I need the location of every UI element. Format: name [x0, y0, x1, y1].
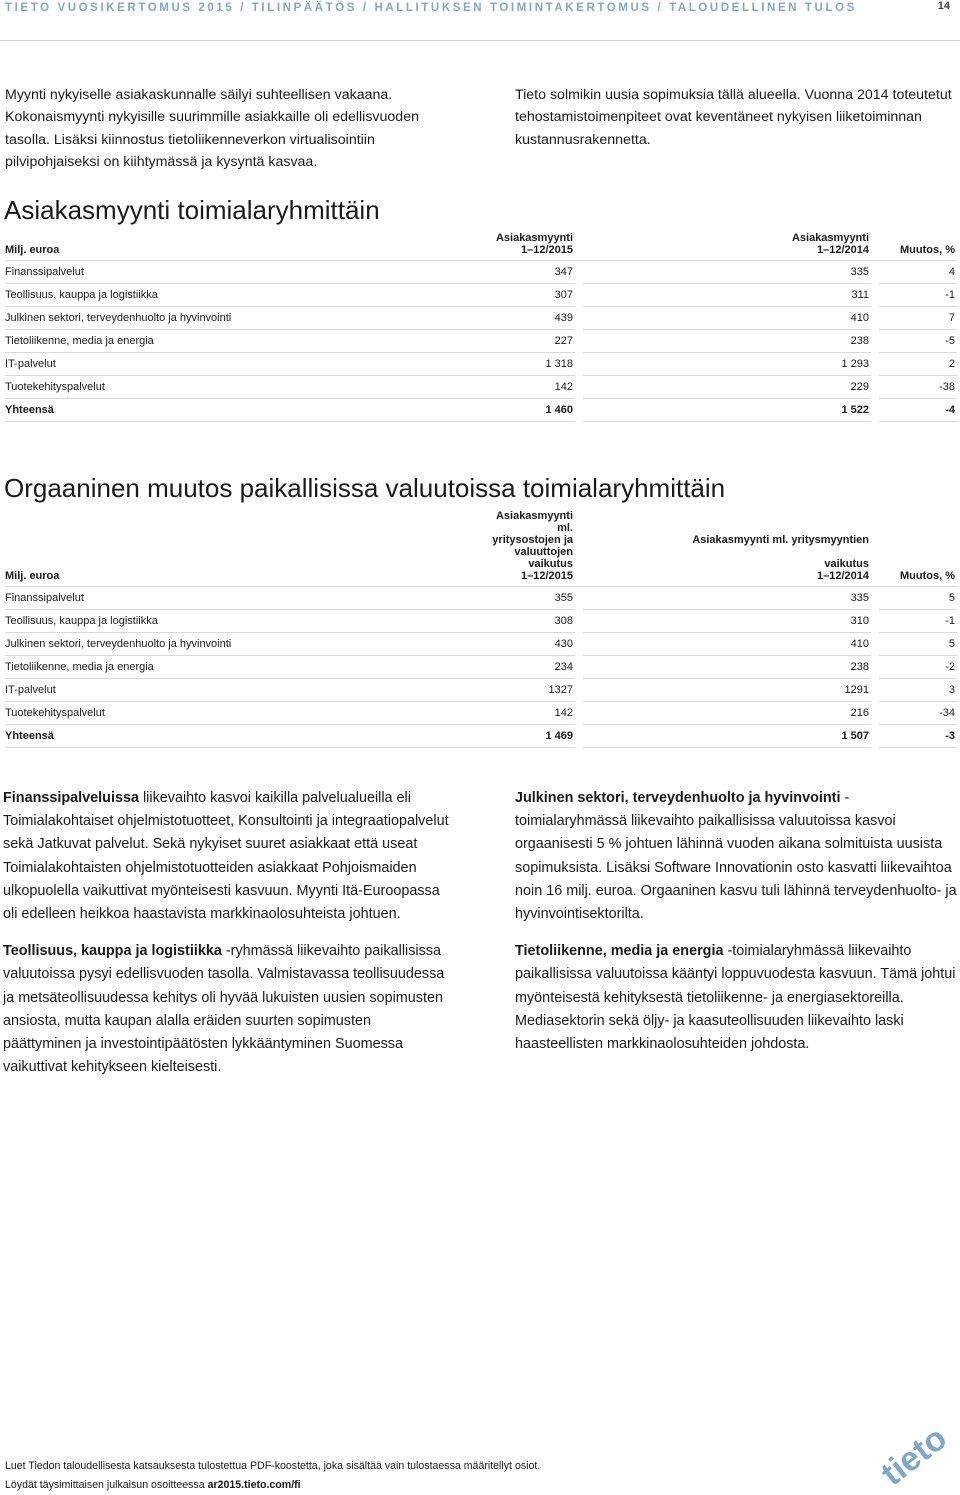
change-percent: -1 [879, 610, 957, 633]
spacer-cell [575, 587, 583, 610]
spacer-cell [575, 261, 583, 284]
change-percent: 5 [879, 633, 957, 656]
value-2014: 1 522 [583, 399, 871, 422]
spacer-cell [575, 702, 583, 725]
spacer-cell [871, 702, 879, 725]
table2-title: Orgaaninen muutos paikallisissa valuutoissa toimialaryhmittäin [4, 473, 726, 503]
change-percent: 4 [879, 261, 957, 284]
value-2014: 229 [583, 376, 871, 399]
value-2014: 410 [583, 307, 871, 330]
table2-col3-header: Muutos, % [879, 570, 957, 587]
row-label: Finanssipalvelut [5, 261, 487, 284]
row-label: Yhteensä [5, 399, 487, 422]
body-right-column [515, 787, 959, 1070]
table2-total-row [5, 725, 957, 748]
table1-unit: Milj. euroa [5, 244, 487, 261]
spacer-cell [871, 330, 879, 353]
value-2014: 1 507 [583, 725, 871, 748]
footer-note: Luet Tiedon taloudellisesta katsauksesta tulostettua PDF-koostetta, joka sisältää vain tulostaessa määritellyt osiot. [5, 1460, 541, 1472]
change-percent: -5 [879, 330, 957, 353]
value-2015: 142 [487, 702, 575, 725]
value-2015: 347 [487, 261, 575, 284]
row-label: Teollisuus, kauppa ja logistiikka [5, 610, 487, 633]
row-label: Tuotekehityspalvelut [5, 702, 487, 725]
value-2015: 308 [487, 610, 575, 633]
value-2014: 1 293 [583, 353, 871, 376]
row-label: IT-palvelut [5, 679, 487, 702]
table1-row [5, 284, 957, 307]
value-2014: 410 [583, 633, 871, 656]
value-2014: 216 [583, 702, 871, 725]
change-percent: -34 [879, 702, 957, 725]
table2-row [5, 679, 957, 702]
table2-row [5, 656, 957, 679]
table2-col2-header-line2: vaikutus [824, 558, 869, 570]
table1-col2-header-line1: Asiakasmyynti [791, 232, 869, 244]
change-percent: -38 [879, 376, 957, 399]
tieto-logo-icon [870, 1405, 960, 1493]
page-number: 14 [937, 0, 950, 12]
intro-right-paragraph: Tieto solmikin uusia sopimuksia tällä alueella. Vuonna 2014 toteutetut tehostamistoimenpiteet ovat keventäneet nykyisen liiketoiminnan kustannusrakennetta. [515, 87, 952, 148]
row-label: Finanssipalvelut [5, 587, 487, 610]
row-label: Julkinen sektori, terveydenhuolto ja hyvinvointi [5, 633, 487, 656]
table2-row [5, 610, 957, 633]
spacer-cell [871, 725, 879, 748]
value-2015: 439 [487, 307, 575, 330]
table2-col2-header-period: 1–12/2014 [583, 570, 871, 587]
publication-link[interactable]: ar2015.tieto.com/fi [207, 1479, 301, 1491]
table1-row [5, 307, 957, 330]
table1-col1-header-period: 1–12/2015 [487, 244, 575, 261]
value-2015: 1 469 [487, 725, 575, 748]
value-2015: 1 318 [487, 353, 575, 376]
table1-col2-header-period: 1–12/2014 [583, 244, 871, 261]
table2 [5, 510, 957, 748]
value-2015: 227 [487, 330, 575, 353]
row-label: Tuotekehityspalvelut [5, 376, 487, 399]
value-2014: 311 [583, 284, 871, 307]
svg-text:tieto: tieto [874, 1419, 955, 1493]
value-2015: 307 [487, 284, 575, 307]
change-percent: -3 [879, 725, 957, 748]
spacer-cell [575, 633, 583, 656]
row-label: Teollisuus, kauppa ja logistiikka [5, 284, 487, 307]
paragraph-tietoliikenne: Tietoliikenne, media ja energia -toimialaryhmässä liikevaihto paikallisissa valuutoissa kääntyi loppuvuodesta kasvuun. Tämä johtui myönteisestä kehityksestä tietoliikenne- ja energiasektoreilla. Mediasektorin sekä öljy- ja kaasuteollisuuden liikevaihto laski haasteellisten markkinaolosuhteiden johdosta. [515, 943, 956, 1053]
spacer-cell [575, 399, 583, 422]
body-left-column [3, 787, 453, 1093]
value-2015: 1 460 [487, 399, 575, 422]
change-percent: 7 [879, 307, 957, 330]
table1-row [5, 330, 957, 353]
table2-row [5, 702, 957, 725]
value-2014: 335 [583, 261, 871, 284]
spacer-cell [871, 261, 879, 284]
spacer-cell [575, 307, 583, 330]
spacer-cell [575, 725, 583, 748]
spacer-cell [575, 656, 583, 679]
spacer-cell [575, 376, 583, 399]
row-label: Tietoliikenne, media ja energia [5, 656, 487, 679]
value-2015: 234 [487, 656, 575, 679]
table2-unit: Milj. euroa [5, 570, 487, 587]
row-label: Tietoliikenne, media ja energia [5, 330, 487, 353]
spacer-cell [871, 284, 879, 307]
table2-col1-header-period: 1–12/2015 [487, 570, 575, 587]
row-label: IT-palvelut [5, 353, 487, 376]
intro-left-paragraph: Myynti nykyiselle asiakaskunnalle säilyi suhteellisen vakaana. Kokonaismyynti nykyisille suurimmille asiakkaille oli edellisvuoden tasolla. Lisäksi kiinnostus tietoliikenneverkon virtualisointiin pilvipohjaiseksi on kiihtymässä ja kysyntä kasvaa. [5, 87, 419, 171]
change-percent: -4 [879, 399, 957, 422]
spacer-cell [575, 679, 583, 702]
table1-row [5, 376, 957, 399]
spacer-cell [575, 610, 583, 633]
page-header [0, 0, 960, 41]
table2-row [5, 633, 957, 656]
spacer-cell [871, 376, 879, 399]
paragraph-finanssipalvelut: Finanssipalveluissa liikevaihto kasvoi kaikilla palvelualueilla eli Toimialakohtaiset ohjelmistotuotteet, Konsultointi ja integraatiopalvelut sekä Jatkuvat palvelut. Sekä nykyiset suuret asiakkaat että useat Toimialakohtaisten ohjelmistotuotteiden asiakkaat Pohjoismaiden ulkopuolella vaikuttivat myönteisesti kasvuun. Myynti Itä-Euroopassa oli edelleen heikkoa haastavista markkinaolosuhteista johtuen. [3, 790, 449, 923]
spacer-cell [871, 307, 879, 330]
change-percent: -1 [879, 284, 957, 307]
spacer-cell [575, 330, 583, 353]
table2-row [5, 587, 957, 610]
table1-title: Asiakasmyynti toimialaryhmittäin [4, 195, 380, 225]
value-2015: 1327 [487, 679, 575, 702]
table1-row [5, 261, 957, 284]
spacer-cell [871, 399, 879, 422]
value-2015: 430 [487, 633, 575, 656]
table2-col2-header-line1: Asiakasmyynti ml. yritysmyyntien [692, 534, 870, 546]
value-2014: 335 [583, 587, 871, 610]
change-percent: 2 [879, 353, 957, 376]
paragraph-teollisuus: Teollisuus, kauppa ja logistiikka -ryhmässä liikevaihto paikallisissa valuutoissa pysyi edellisvuoden tasolla. Valmistavassa teollisuudessa ja metsäteollisuudessa kehitys oli hyvää lukuisten uusien sopimusten ansiosta, mutta kaupan alalla eräiden suurten sopimusten päättyminen ja investointipäätösten lykkääntyminen Suomessa vaikuttivat kehitykseen kielteisesti. [3, 943, 445, 1076]
table1-total-row [5, 399, 957, 422]
value-2014: 310 [583, 610, 871, 633]
value-2015: 355 [487, 587, 575, 610]
paragraph-julkinen-sektori: Julkinen sektori, terveydenhuolto ja hyvinvointi - toimialaryhmässä liikevaihto paikallisissa valuutoissa kasvoi orgaanisesti 5 % johtuen lähinnä vuoden aikana solmituista uusista sopimuksista. Lisäksi Software Innovationin osto kasvatti liikevaihtoa noin 16 milj. euroa. Orgaaninen kasvu tuli lähinnä terveydenhuolto- ja hyvinvointisektorilta. [515, 790, 957, 923]
value-2014: 238 [583, 656, 871, 679]
table2-col1-header-line2: valuuttojen vaikutus [514, 546, 573, 570]
spacer-cell [871, 656, 879, 679]
row-label: Julkinen sektori, terveydenhuolto ja hyvinvointi [5, 307, 487, 330]
spacer-cell [575, 284, 583, 307]
change-percent: -2 [879, 656, 957, 679]
row-label: Yhteensä [5, 725, 487, 748]
spacer-cell [871, 679, 879, 702]
spacer-cell [871, 587, 879, 610]
table1-col1-header-line1: Asiakasmyynti [495, 232, 573, 244]
value-2015: 142 [487, 376, 575, 399]
spacer-cell [871, 633, 879, 656]
table1 [5, 232, 957, 422]
change-percent: 3 [879, 679, 957, 702]
value-2014: 238 [583, 330, 871, 353]
page-footer [5, 1457, 540, 1495]
spacer-cell [871, 610, 879, 633]
spacer-cell [575, 353, 583, 376]
spacer-cell [871, 353, 879, 376]
value-2014: 1291 [583, 679, 871, 702]
table1-row [5, 353, 957, 376]
footer-link-line: Löydät täysimittaisen julkaisun osoitteessa ar2015.tieto.com/fi [5, 1479, 301, 1491]
table2-col1-header-line1: Asiakasmyynti ml. yritysostojen ja [492, 510, 573, 546]
breadcrumb: TIETO VUOSIKERTOMUS 2015 / TILINPÄÄTÖS / HALLITUKSEN TOIMINTAKERTOMUS / TALOUDELLINEN TULOS [5, 2, 857, 14]
change-percent: 5 [879, 587, 957, 610]
table1-col3-header: Muutos, % [879, 244, 957, 261]
